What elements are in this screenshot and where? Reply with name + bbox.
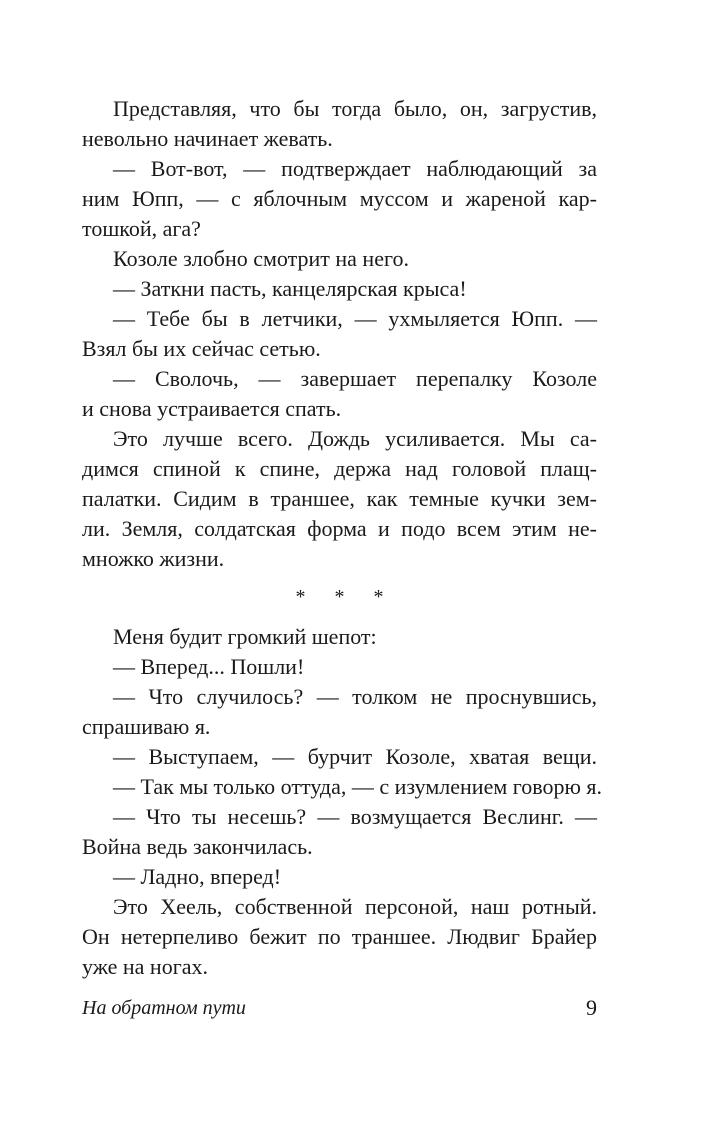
text-line: — Заткни пасть, канцелярская крыса! [113,276,467,301]
text-line: Война ведь закончилась. [82,834,313,859]
page-footer [82,992,597,1024]
text-line: палатки. Сидим в траншее, как темные кучки зем- [82,486,597,511]
text-line: Козоле злобно смотрит на него. [113,246,409,271]
text-line: ли. Земля, солдатская форма и подо всем этим не- [82,516,597,541]
text-line: — Выступаем, — бурчит Козоле, хватая вещи. [113,744,597,769]
body-text [82,94,603,982]
text-line: — Вот-вот, — подтверждает наблюдающий за [113,156,597,181]
text-line: — Так мы только оттуда, — с изумлением говорю я. [113,774,603,799]
text-line: — Сволочь, — завершает перепалку Козоле [113,366,597,391]
section-separator: * * * [295,586,396,608]
text-line: Это Хеель, собственной персоной, наш ротный. [113,894,597,919]
text-line: ним Юпп, — с яблочным муссом и жареной кар- [82,186,597,211]
text-line: димся спиной к спине, держа над головой плащ- [82,456,597,481]
page-number: 9 [586,995,597,1020]
text-line: — Ладно, вперед! [113,864,282,889]
text-line: невольно начинает жевать. [82,126,333,151]
text-line: множко жизни. [82,546,225,571]
text-line: и снова устраивается спать. [82,396,342,421]
text-line: — Вперед... Пошли! [113,654,305,679]
text-line: тошкой, ага? [82,216,201,241]
text-line: уже на ногах. [82,954,208,979]
text-line: Представляя, что бы тогда было, он, загрустив, [113,96,597,121]
text-line: Меня будит громкий шепот: [113,624,377,649]
text-line: Взял бы их сейчас сетью. [82,336,321,361]
text-line: — Что ты несешь? — возмущается Веслинг. — [113,804,597,829]
running-title: На обратном пути [82,997,246,1019]
text-line: — Тебе бы в летчики, — ухмыляется Юпп. — [113,306,597,331]
text-line: Это лучше всего. Дождь усиливается. Мы са- [113,426,597,451]
text-line: спрашиваю я. [82,714,211,739]
text-line: Он нетерпеливо бежит по траншее. Людвиг Брайер [82,924,597,949]
text-line: — Что случилось? — толком не проснувшись, [113,684,597,709]
